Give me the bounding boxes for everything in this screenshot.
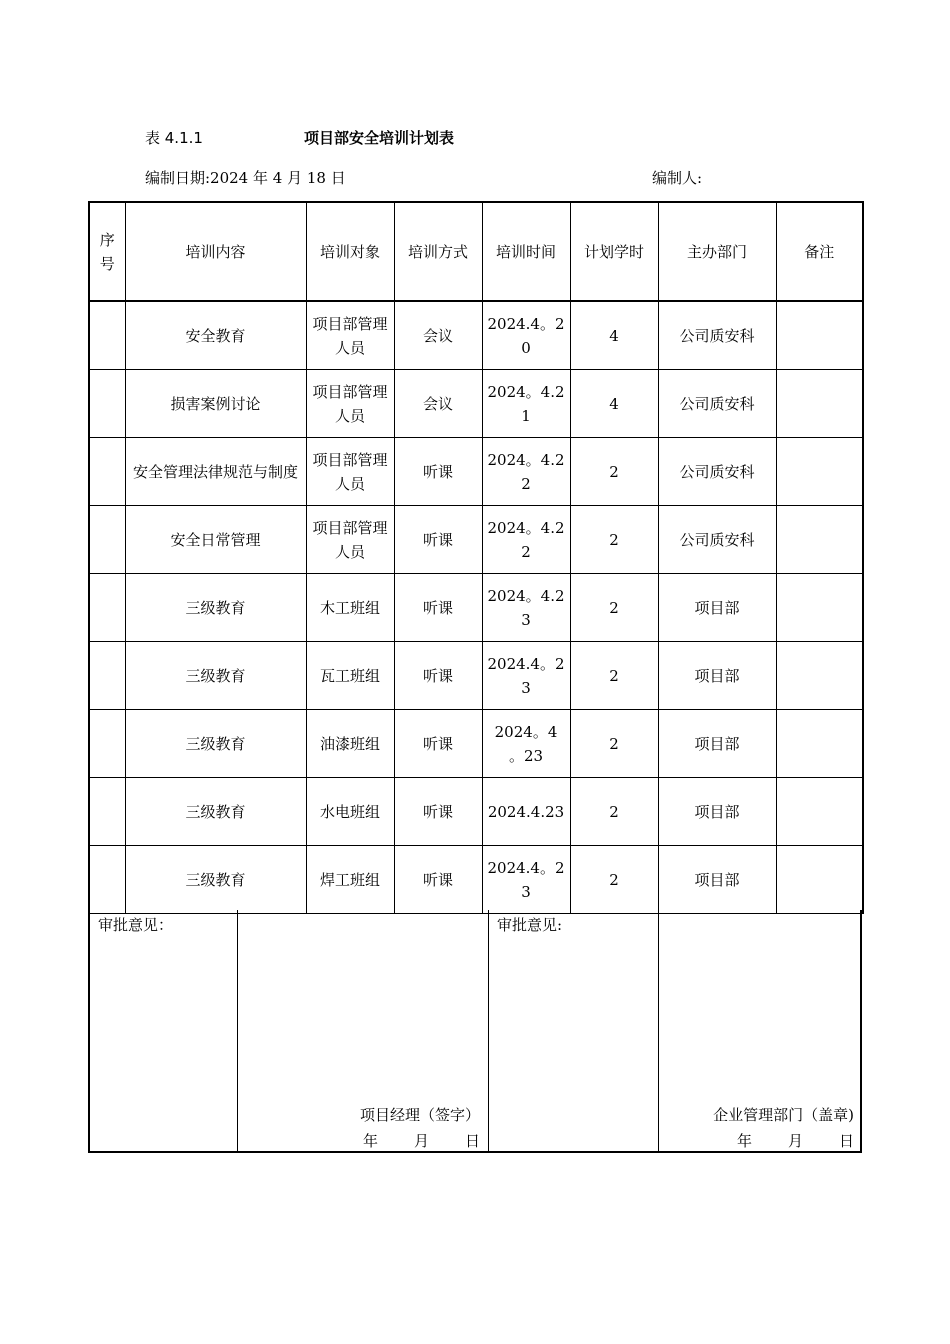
training-method-cell: 会议 bbox=[394, 370, 482, 438]
column-header: 培训时间 bbox=[482, 202, 570, 301]
date-year-label: 年 bbox=[362, 1132, 378, 1150]
planned-hours-cell: 2 bbox=[570, 506, 658, 574]
enterprise-dept-seal-label: 企业管理部门（盖章) bbox=[713, 1106, 854, 1124]
row-number-cell bbox=[89, 301, 125, 370]
training-time-cell: 2024。4.22 bbox=[482, 506, 570, 574]
column-header: 计划学时 bbox=[570, 202, 658, 301]
row-number-cell bbox=[89, 642, 125, 710]
organizer-cell: 公司质安科 bbox=[658, 370, 776, 438]
row-number-cell bbox=[89, 574, 125, 642]
planned-hours-cell: 2 bbox=[570, 574, 658, 642]
date-year-label: 年 bbox=[736, 1132, 752, 1150]
remarks-cell bbox=[776, 710, 863, 778]
compile-date: 编制日期:2024 年 4 月 18 日 bbox=[145, 169, 346, 187]
remarks-cell bbox=[776, 438, 863, 506]
training-time-cell: 2024。4 。23 bbox=[482, 710, 570, 778]
planned-hours-cell: 4 bbox=[570, 370, 658, 438]
compiler-label: 编制人: bbox=[652, 169, 703, 187]
organizer-cell: 项目部 bbox=[658, 574, 776, 642]
organizer-cell: 公司质安科 bbox=[658, 301, 776, 370]
table-number: 表 4.1.1 bbox=[145, 129, 203, 147]
table-row bbox=[89, 642, 863, 710]
training-content-cell: 安全教育 bbox=[125, 301, 306, 370]
organizer-cell: 项目部 bbox=[658, 710, 776, 778]
table-row bbox=[89, 438, 863, 506]
training-time-cell: 2024.4。20 bbox=[482, 301, 570, 370]
training-time-cell: 2024。4.21 bbox=[482, 370, 570, 438]
remarks-cell bbox=[776, 778, 863, 846]
training-time-cell: 2024.4。23 bbox=[482, 642, 570, 710]
date-day-label: 日 bbox=[838, 1132, 854, 1150]
planned-hours-cell: 2 bbox=[570, 710, 658, 778]
date-month-label: 月 bbox=[787, 1132, 803, 1150]
column-header: 培训对象 bbox=[306, 202, 394, 301]
row-number-cell bbox=[89, 710, 125, 778]
column-header: 备注 bbox=[776, 202, 863, 301]
table-row bbox=[89, 370, 863, 438]
approval-opinion-label-right: 审批意见: bbox=[497, 916, 563, 934]
organizer-cell: 项目部 bbox=[658, 642, 776, 710]
training-target-cell: 项目部管理人员 bbox=[306, 438, 394, 506]
training-content-cell: 安全日常管理 bbox=[125, 506, 306, 574]
approval-content-cell-left bbox=[238, 910, 489, 1151]
row-number-cell bbox=[89, 370, 125, 438]
training-target-cell: 油漆班组 bbox=[306, 710, 394, 778]
training-method-cell: 听课 bbox=[394, 506, 482, 574]
approval-label-cell-left bbox=[90, 910, 238, 1151]
planned-hours-cell: 4 bbox=[570, 301, 658, 370]
training-content-cell: 三级教育 bbox=[125, 846, 306, 914]
training-target-cell: 木工班组 bbox=[306, 574, 394, 642]
table-row bbox=[89, 846, 863, 914]
training-target-cell: 项目部管理人员 bbox=[306, 370, 394, 438]
column-header: 主办部门 bbox=[658, 202, 776, 301]
table-row bbox=[89, 710, 863, 778]
organizer-cell: 公司质安科 bbox=[658, 506, 776, 574]
project-manager-signature-label: 项目经理（签字） bbox=[359, 1106, 480, 1124]
training-method-cell: 会议 bbox=[394, 301, 482, 370]
remarks-cell bbox=[776, 506, 863, 574]
planned-hours-cell: 2 bbox=[570, 846, 658, 914]
training-content-cell: 三级教育 bbox=[125, 574, 306, 642]
approval-content-cell-right bbox=[659, 910, 862, 1151]
training-content-cell: 三级教育 bbox=[125, 778, 306, 846]
planned-hours-cell: 2 bbox=[570, 778, 658, 846]
training-time-cell: 2024.4。23 bbox=[482, 846, 570, 914]
date-day-label: 日 bbox=[464, 1132, 480, 1150]
training-target-cell: 项目部管理人员 bbox=[306, 301, 394, 370]
column-header: 序号 bbox=[89, 202, 125, 301]
signature-date-left bbox=[363, 1130, 480, 1151]
table-header-row bbox=[89, 202, 863, 301]
remarks-cell bbox=[776, 370, 863, 438]
approval-section bbox=[88, 910, 862, 1153]
column-header: 培训方式 bbox=[394, 202, 482, 301]
table-row bbox=[89, 574, 863, 642]
training-time-cell: 2024。4.22 bbox=[482, 438, 570, 506]
training-method-cell: 听课 bbox=[394, 438, 482, 506]
training-target-cell: 瓦工班组 bbox=[306, 642, 394, 710]
training-method-cell: 听课 bbox=[394, 642, 482, 710]
training-content-cell: 损害案例讨论 bbox=[125, 370, 306, 438]
planned-hours-cell: 2 bbox=[570, 438, 658, 506]
training-target-cell: 项目部管理人员 bbox=[306, 506, 394, 574]
training-content-cell: 安全管理法律规范与制度 bbox=[125, 438, 306, 506]
training-target-cell: 焊工班组 bbox=[306, 846, 394, 914]
organizer-cell: 项目部 bbox=[658, 778, 776, 846]
training-method-cell: 听课 bbox=[394, 574, 482, 642]
remarks-cell bbox=[776, 846, 863, 914]
approval-opinion-label-left: 审批意见： bbox=[98, 916, 174, 934]
row-number-cell bbox=[89, 506, 125, 574]
organizer-cell: 项目部 bbox=[658, 846, 776, 914]
signature-date-right bbox=[737, 1130, 854, 1151]
table-row bbox=[89, 778, 863, 846]
page-title: 项目部安全培训计划表 bbox=[304, 129, 455, 147]
training-method-cell: 听课 bbox=[394, 710, 482, 778]
planned-hours-cell: 2 bbox=[570, 642, 658, 710]
row-number-cell bbox=[89, 846, 125, 914]
training-time-cell: 2024。4.23 bbox=[482, 574, 570, 642]
table-row bbox=[89, 506, 863, 574]
remarks-cell bbox=[776, 301, 863, 370]
organizer-cell: 公司质安科 bbox=[658, 438, 776, 506]
training-content-cell: 三级教育 bbox=[125, 710, 306, 778]
remarks-cell bbox=[776, 642, 863, 710]
approval-label-cell-right bbox=[489, 910, 659, 1151]
table-row bbox=[89, 301, 863, 370]
training-time-cell: 2024.4.23 bbox=[482, 778, 570, 846]
training-method-cell: 听课 bbox=[394, 846, 482, 914]
remarks-cell bbox=[776, 574, 863, 642]
training-plan-table bbox=[88, 201, 864, 914]
training-content-cell: 三级教育 bbox=[125, 642, 306, 710]
row-number-cell bbox=[89, 778, 125, 846]
row-number-cell bbox=[89, 438, 125, 506]
training-method-cell: 听课 bbox=[394, 778, 482, 846]
training-target-cell: 水电班组 bbox=[306, 778, 394, 846]
column-header: 培训内容 bbox=[125, 202, 306, 301]
date-month-label: 月 bbox=[413, 1132, 429, 1150]
